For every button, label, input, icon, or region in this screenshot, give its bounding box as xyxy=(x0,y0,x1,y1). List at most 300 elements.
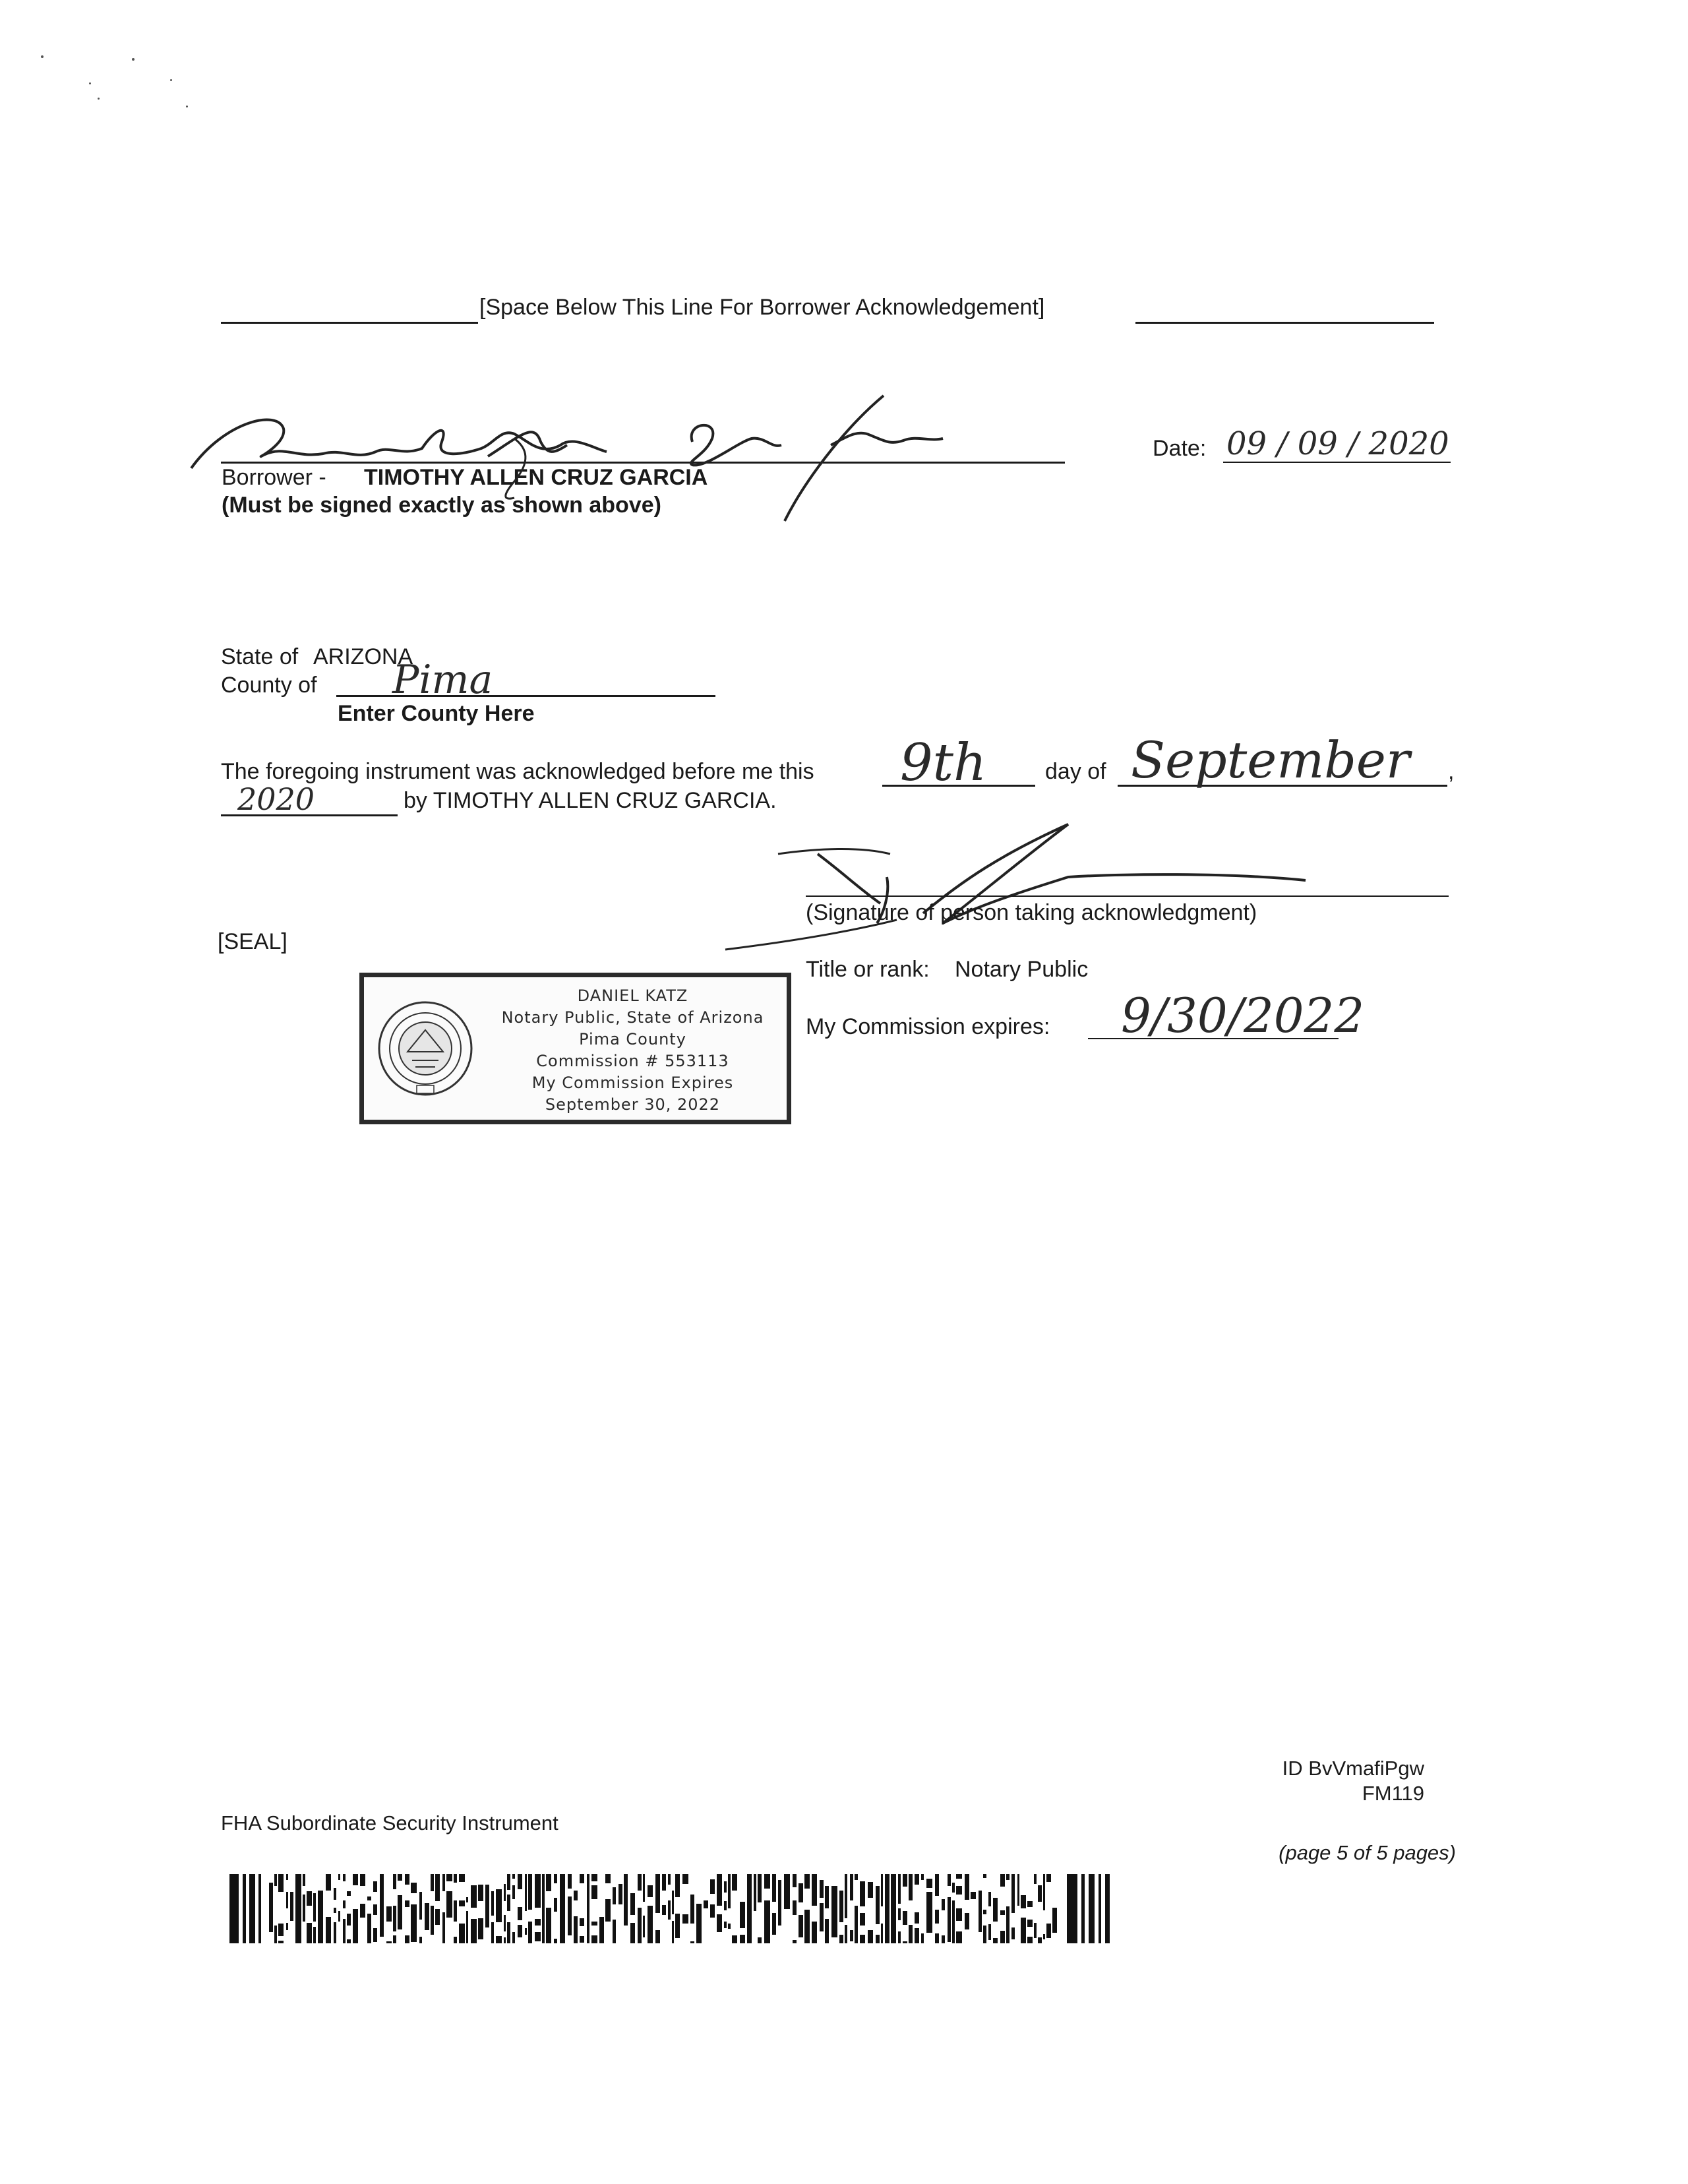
barcode-module xyxy=(360,1874,365,1886)
barcode-module xyxy=(347,1939,351,1943)
barcode-module xyxy=(431,1883,434,1891)
barcode-module xyxy=(804,1878,810,1889)
barcode-module xyxy=(799,1896,803,1902)
notary-signature-line xyxy=(806,895,1449,897)
barcode-module xyxy=(454,1906,457,1922)
barcode-module xyxy=(535,1874,541,1880)
barcode-module xyxy=(717,1893,722,1906)
barcode-module xyxy=(825,1901,829,1908)
barcode-module xyxy=(952,1928,955,1935)
barcode-module xyxy=(343,1939,346,1943)
barcode-module xyxy=(442,1912,445,1929)
barcode-module xyxy=(860,1881,865,1890)
barcode-module xyxy=(690,1895,694,1906)
barcode-module xyxy=(935,1880,939,1896)
barcode-module xyxy=(485,1916,489,1927)
barcode-module xyxy=(454,1874,457,1883)
barcode-module xyxy=(956,1886,962,1895)
barcode-module xyxy=(926,1919,932,1933)
barcode-module xyxy=(431,1874,434,1883)
barcode-module xyxy=(525,1874,527,1883)
barcode-module xyxy=(318,1916,323,1931)
barcode-module xyxy=(347,1914,351,1926)
barcode-module xyxy=(921,1942,924,1943)
barcode-module xyxy=(793,1940,797,1943)
barcode-module xyxy=(491,1891,494,1896)
barcode-module xyxy=(454,1937,457,1943)
barcode-module xyxy=(591,1874,597,1881)
barcode-module xyxy=(507,1936,510,1943)
barcode-module xyxy=(724,1922,727,1928)
barcode-module xyxy=(728,1924,731,1929)
barcode-module xyxy=(466,1940,468,1943)
barcode-module xyxy=(831,1920,837,1925)
barcode-module xyxy=(580,1874,584,1883)
day-value: 9th xyxy=(900,733,987,793)
barcode xyxy=(229,1874,1116,1943)
barcode-module xyxy=(682,1874,688,1884)
barcode-module xyxy=(442,1874,445,1891)
barcode-module xyxy=(303,1895,305,1907)
barcode-module xyxy=(624,1906,628,1916)
barcode-module xyxy=(542,1874,545,1878)
barcode-module xyxy=(942,1935,945,1943)
barcode-module xyxy=(926,1910,932,1919)
barcode-module xyxy=(655,1904,660,1913)
barcode-module xyxy=(965,1913,969,1924)
barcode-module xyxy=(574,1924,578,1941)
barcode-module xyxy=(754,1874,756,1889)
barcode-module xyxy=(380,1881,384,1899)
barcode-module xyxy=(812,1898,817,1906)
barcode-module xyxy=(471,1919,477,1930)
barcode-module xyxy=(772,1913,776,1925)
barcode-module xyxy=(295,1920,301,1936)
barcode-module xyxy=(860,1935,865,1943)
barcode-module xyxy=(845,1938,847,1943)
barcode-module xyxy=(983,1874,986,1878)
seal-label: [SEAL] xyxy=(218,929,287,954)
barcode-module xyxy=(724,1901,727,1910)
barcode-module xyxy=(343,1919,346,1935)
barcode-module xyxy=(630,1923,635,1941)
barcode-module xyxy=(542,1920,545,1926)
barcode-module xyxy=(318,1908,323,1916)
barcode-module xyxy=(560,1910,565,1920)
barcode-module xyxy=(926,1892,932,1910)
barcode-module xyxy=(831,1905,837,1920)
barcode-module xyxy=(286,1874,288,1880)
barcode-module xyxy=(574,1916,578,1924)
barcode-module xyxy=(507,1922,510,1931)
barcode-module xyxy=(528,1922,532,1929)
barcode-module xyxy=(799,1920,803,1937)
barcode-module xyxy=(278,1874,284,1881)
barcode-module xyxy=(446,1914,452,1918)
barcode-module xyxy=(948,1874,951,1886)
barcode-module xyxy=(1089,1874,1095,1943)
barcode-module xyxy=(993,1898,998,1904)
barcode-module xyxy=(535,1932,541,1941)
barcode-module xyxy=(373,1881,377,1892)
barcode-module xyxy=(855,1906,858,1916)
barcode-module xyxy=(528,1874,532,1879)
barcode-module xyxy=(459,1924,465,1928)
header-rule-left xyxy=(221,322,478,324)
barcode-module xyxy=(1043,1889,1045,1896)
barcode-module xyxy=(560,1887,565,1902)
barcode-module xyxy=(398,1916,402,1929)
barcode-module xyxy=(921,1874,924,1880)
barcode-module xyxy=(1021,1923,1026,1935)
barcode-module xyxy=(764,1874,770,1880)
barcode-module xyxy=(839,1939,843,1943)
barcode-module xyxy=(446,1874,452,1881)
barcode-module xyxy=(710,1879,715,1894)
borrower-label: Borrower - xyxy=(222,465,326,490)
barcode-module xyxy=(326,1917,331,1931)
barcode-module xyxy=(926,1879,932,1888)
barcode-module xyxy=(343,1900,346,1908)
barcode-module xyxy=(459,1874,465,1882)
barcode-module xyxy=(732,1942,737,1943)
barcode-module xyxy=(655,1874,660,1891)
barcode-module xyxy=(845,1896,847,1909)
barcode-module xyxy=(425,1913,429,1922)
barcode-module xyxy=(855,1939,858,1943)
barcode-module xyxy=(820,1903,824,1920)
barcode-module xyxy=(758,1886,762,1902)
barcode-module xyxy=(587,1890,589,1900)
barcode-module xyxy=(528,1929,532,1943)
barcode-module xyxy=(825,1886,829,1901)
barcode-module xyxy=(478,1926,483,1939)
barcode-module xyxy=(535,1919,541,1926)
barcode-module xyxy=(952,1900,955,1914)
barcode-module xyxy=(825,1931,829,1936)
barcode-module xyxy=(638,1916,642,1930)
barcode-module xyxy=(343,1874,346,1881)
barcode-module xyxy=(618,1899,622,1904)
barcode-module xyxy=(690,1941,694,1943)
barcode-module xyxy=(393,1874,396,1884)
barcode-module xyxy=(648,1893,653,1897)
barcode-module xyxy=(860,1890,865,1906)
barcode-module xyxy=(229,1874,239,1943)
barcode-module xyxy=(1000,1910,1005,1915)
scan-speck xyxy=(170,79,172,81)
barcode-module xyxy=(386,1941,392,1943)
stamp-line-4: Commission # 553113 xyxy=(536,1052,729,1070)
barcode-module xyxy=(560,1928,565,1937)
barcode-module xyxy=(855,1916,858,1933)
barcode-module xyxy=(568,1914,572,1918)
barcode-module xyxy=(891,1874,896,1883)
barcode-module xyxy=(764,1918,770,1927)
barcode-module xyxy=(278,1881,284,1892)
barcode-module xyxy=(1052,1922,1057,1933)
barcode-module xyxy=(1027,1920,1033,1927)
barcode-module xyxy=(353,1874,358,1885)
barcode-module xyxy=(948,1916,951,1922)
barcode-module xyxy=(1043,1874,1045,1889)
barcode-module xyxy=(1034,1923,1037,1938)
barcode-module xyxy=(1043,1934,1045,1939)
barcode-module xyxy=(478,1885,483,1901)
barcode-module xyxy=(528,1879,532,1896)
barcode-module xyxy=(764,1900,770,1918)
barcode-module xyxy=(784,1887,790,1894)
barcode-module xyxy=(696,1922,702,1930)
barcode-module xyxy=(411,1914,417,1920)
barcode-module xyxy=(290,1904,293,1921)
barcode-module xyxy=(717,1874,722,1879)
barcode-module xyxy=(754,1889,756,1902)
barcode-module xyxy=(831,1895,837,1905)
barcode-module xyxy=(820,1880,824,1898)
date-label: Date: xyxy=(1153,436,1207,461)
barcode-module xyxy=(624,1916,628,1926)
barcode-module xyxy=(542,1931,545,1943)
barcode-module xyxy=(845,1879,847,1896)
barcode-module xyxy=(784,1894,790,1909)
barcode-module xyxy=(295,1888,301,1895)
barcode-module xyxy=(485,1885,489,1898)
barcode-module xyxy=(485,1898,489,1916)
barcode-module xyxy=(891,1922,896,1932)
barcode-module xyxy=(599,1939,604,1943)
barcode-module xyxy=(979,1912,982,1926)
scan-speck xyxy=(98,98,100,100)
barcode-module xyxy=(845,1909,847,1918)
barcode-module xyxy=(512,1874,515,1879)
barcode-module xyxy=(512,1937,515,1943)
barcode-module xyxy=(613,1936,616,1943)
barcode-module xyxy=(979,1926,982,1932)
barcode-module xyxy=(747,1941,752,1943)
barcode-module xyxy=(269,1883,273,1889)
barcode-module xyxy=(638,1935,642,1943)
barcode-module xyxy=(948,1904,951,1916)
barcode-module xyxy=(587,1911,589,1925)
barcode-module xyxy=(804,1910,810,1927)
barcode-module xyxy=(876,1886,880,1903)
barcode-module xyxy=(732,1935,737,1942)
barcode-module xyxy=(605,1899,611,1913)
stamp-notary-name: DANIEL KATZ xyxy=(577,986,688,1005)
barcode-module xyxy=(1017,1874,1019,1881)
barcode-module xyxy=(983,1910,986,1914)
barcode-module xyxy=(1043,1901,1045,1910)
notary-signature xyxy=(725,814,1319,959)
barcode-module xyxy=(542,1893,545,1905)
barcode-module xyxy=(778,1893,781,1910)
barcode-module xyxy=(353,1934,358,1943)
barcode-module xyxy=(459,1937,465,1943)
barcode-module xyxy=(885,1874,889,1891)
barcode-module xyxy=(812,1927,817,1941)
barcode-module xyxy=(269,1914,273,1924)
barcode-module xyxy=(747,1934,752,1941)
barcode-module xyxy=(825,1919,829,1931)
barcode-module xyxy=(373,1904,377,1915)
title-value: Notary Public xyxy=(955,957,1089,982)
footer-document-name: FHA Subordinate Security Instrument xyxy=(221,1811,558,1835)
barcode-module xyxy=(286,1892,288,1908)
barcode-module xyxy=(710,1904,715,1918)
barcode-module xyxy=(909,1925,913,1941)
barcode-module xyxy=(675,1927,680,1938)
barcode-module xyxy=(648,1942,653,1943)
barcode-module xyxy=(535,1885,541,1894)
county-label: County of xyxy=(221,673,317,698)
barcode-module xyxy=(898,1887,901,1904)
barcode-module xyxy=(338,1874,340,1880)
barcode-module xyxy=(915,1874,919,1885)
barcode-module xyxy=(1046,1874,1051,1882)
barcode-module xyxy=(898,1931,901,1943)
month-value: September xyxy=(1131,731,1410,789)
county-caption: Enter County Here xyxy=(338,701,535,726)
barcode-module xyxy=(599,1931,604,1939)
barcode-module xyxy=(286,1923,288,1930)
barcode-module xyxy=(442,1935,445,1943)
barcode-module xyxy=(393,1935,396,1942)
barcode-module xyxy=(952,1941,955,1943)
barcode-module xyxy=(546,1912,551,1922)
barcode-module xyxy=(983,1930,986,1943)
barcode-module xyxy=(1021,1895,1026,1908)
barcode-module xyxy=(591,1922,597,1926)
header-rule-right xyxy=(1135,322,1434,324)
barcode-module xyxy=(839,1935,843,1939)
barcode-module xyxy=(512,1932,515,1937)
stamp-line-6: September 30, 2022 xyxy=(545,1095,721,1114)
barcode-module xyxy=(605,1874,611,1883)
barcode-module xyxy=(672,1921,674,1939)
barcode-module xyxy=(772,1891,776,1902)
barcode-module xyxy=(971,1892,976,1899)
barcode-module xyxy=(466,1923,468,1940)
barcode-module xyxy=(546,1939,551,1943)
borrower-signature xyxy=(171,382,1002,528)
barcode-module xyxy=(343,1935,346,1939)
barcode-module xyxy=(367,1923,371,1939)
barcode-module xyxy=(380,1874,384,1881)
barcode-module xyxy=(747,1923,752,1934)
barcode-module xyxy=(799,1883,803,1896)
barcode-module xyxy=(935,1874,939,1880)
barcode-module xyxy=(772,1874,776,1891)
stamp-line-2: Notary Public, State of Arizona xyxy=(501,1008,764,1027)
barcode-module xyxy=(478,1918,483,1926)
barcode-module xyxy=(618,1884,622,1899)
barcode-module xyxy=(1052,1908,1057,1922)
barcode-module xyxy=(307,1891,312,1906)
barcode-module xyxy=(405,1935,409,1943)
barcode-module xyxy=(668,1913,671,1920)
barcode-module xyxy=(728,1874,731,1892)
barcode-module xyxy=(1021,1935,1026,1943)
barcode-module xyxy=(313,1927,316,1932)
barcode-module xyxy=(471,1930,477,1943)
barcode-module xyxy=(758,1874,762,1886)
barcode-module xyxy=(668,1874,671,1885)
barcode-module xyxy=(512,1885,515,1899)
barcode-module xyxy=(784,1874,790,1887)
barcode-module xyxy=(574,1941,578,1943)
barcode-module xyxy=(1034,1874,1037,1884)
scan-speck xyxy=(186,106,188,107)
barcode-module xyxy=(274,1926,277,1941)
barcode-module xyxy=(915,1912,919,1924)
barcode-module xyxy=(525,1928,527,1935)
barcode-module xyxy=(648,1924,653,1932)
barcode-module xyxy=(393,1942,396,1943)
barcode-module xyxy=(956,1874,962,1879)
barcode-module xyxy=(442,1929,445,1935)
barcode-module xyxy=(507,1931,510,1936)
stamp-line-3: Pima County xyxy=(579,1030,686,1048)
barcode-module xyxy=(574,1891,578,1900)
barcode-module xyxy=(630,1893,635,1899)
barcode-module xyxy=(831,1886,837,1895)
barcode-module xyxy=(648,1885,653,1893)
barcode-module xyxy=(334,1888,336,1900)
barcode-module xyxy=(393,1925,396,1931)
barcode-module xyxy=(988,1892,991,1897)
barcode-module xyxy=(393,1906,396,1918)
barcode-module xyxy=(466,1897,468,1902)
barcode-module xyxy=(655,1938,660,1942)
barcode-module xyxy=(431,1920,434,1935)
barcode-module xyxy=(1017,1885,1019,1889)
barcode-module xyxy=(258,1874,261,1943)
barcode-module xyxy=(747,1874,752,1881)
barcode-module xyxy=(630,1941,635,1943)
barcode-module xyxy=(295,1936,301,1943)
barcode-module xyxy=(952,1935,955,1941)
barcode-module xyxy=(1027,1937,1033,1943)
barcode-module xyxy=(903,1883,907,1887)
barcode-module xyxy=(804,1927,810,1933)
barcode-module xyxy=(542,1905,545,1920)
barcode-module xyxy=(353,1909,358,1914)
barcode-module xyxy=(542,1926,545,1931)
barcode-module xyxy=(876,1903,880,1907)
barcode-module xyxy=(979,1897,982,1912)
barcode-module xyxy=(269,1924,273,1932)
footer-form-code: FM119 xyxy=(1362,1782,1424,1805)
barcode-module xyxy=(528,1896,532,1910)
barcode-module xyxy=(1038,1937,1042,1943)
barcode-module xyxy=(1011,1874,1015,1887)
barcode-module xyxy=(546,1922,551,1939)
barcode-module xyxy=(405,1900,409,1907)
barcode-module xyxy=(419,1902,422,1920)
barcode-module xyxy=(491,1933,494,1943)
barcode-module xyxy=(764,1927,770,1943)
barcode-module xyxy=(885,1916,889,1924)
barcode-module xyxy=(393,1918,396,1925)
barcode-module xyxy=(1006,1924,1010,1942)
barcode-module xyxy=(948,1922,951,1927)
barcode-module xyxy=(398,1874,402,1881)
date-value: 09 / 09 / 2020 xyxy=(1226,425,1449,462)
barcode-module xyxy=(525,1883,527,1896)
barcode-module xyxy=(491,1896,494,1900)
barcode-module xyxy=(405,1874,409,1885)
